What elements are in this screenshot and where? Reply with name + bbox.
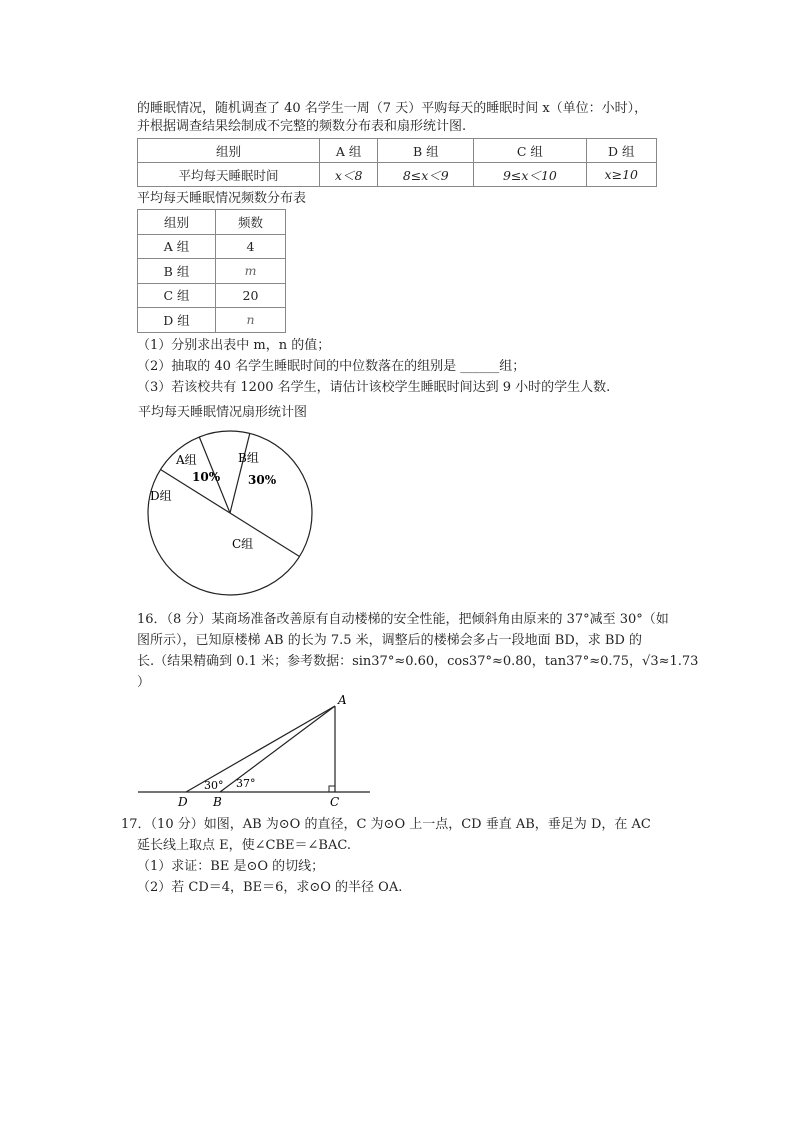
freq-table-title: 平均每天睡眠情况频数分布表 xyxy=(137,191,307,206)
right-angle-mark xyxy=(329,786,335,792)
table-row xyxy=(138,210,286,235)
stair-figure xyxy=(130,692,390,810)
pie-slice-label: B组 xyxy=(238,451,259,465)
table-row xyxy=(138,308,286,333)
table-header-cell: A 组 xyxy=(320,139,378,163)
label-angle-30: 30° xyxy=(204,779,224,792)
table-header-cell: 组别 xyxy=(138,210,216,235)
table-cell: 9≤x＜10 xyxy=(474,163,586,187)
table-cell: x＜8 xyxy=(320,163,378,187)
table-header-cell: 组别 xyxy=(138,139,320,163)
pie-chart xyxy=(140,428,320,598)
table-header-cell: C 组 xyxy=(474,139,586,163)
problem17-line-2: 延长线上取点 E，使∠CBE＝∠BAC. xyxy=(137,838,351,853)
table-row xyxy=(138,259,286,284)
frequency-table xyxy=(137,209,286,333)
problem16-line-3: 长.（结果精确到 0.1 米；参考数据：sin37°≈0.60，cos37°≈0.80，tan37°≈0.75，√3≈1.73 xyxy=(137,654,699,669)
table-header-cell: D 组 xyxy=(586,139,656,163)
problem16-line-4: ） xyxy=(137,675,151,690)
problem17-question-2: （2）若 CD＝4，BE＝6，求⊙O 的半径 OA. xyxy=(137,880,403,895)
label-a: A xyxy=(338,693,347,707)
pie-chart-title: 平均每天睡眠情况扇形统计图 xyxy=(138,405,308,420)
pie-slice-value-label: 30% xyxy=(248,473,277,487)
table-cell: C 组 xyxy=(138,283,216,308)
table-row xyxy=(138,234,286,259)
table-cell: B 组 xyxy=(138,259,216,284)
table-row xyxy=(138,163,657,187)
problem17-line-1: 17．（10 分）如图，AB 为⊙O 的直径，C 为⊙O 上一点，CD 垂直 AB，垂足为 D，在 AC xyxy=(121,817,651,832)
intro-line-1: 的睡眠情况，随机调查了 40 名学生一周（7 天）平购每天的睡眠时间 x（单位：小时）， xyxy=(137,101,648,116)
intro-line-2: 并根据调查结果绘制成不完整的频数分布表和扇形统计图. xyxy=(137,119,467,134)
label-c: C xyxy=(330,795,340,809)
table-cell: 平均每天睡眠时间 xyxy=(138,163,320,187)
pie-slice-label: A组 xyxy=(176,453,197,467)
problem16-line-1: 16．（8 分）某商场准备改善原有自动楼梯的安全性能，把倾斜角由原来的 37°减至 30°（如 xyxy=(137,612,669,627)
table-row xyxy=(138,283,286,308)
table-cell: 20 xyxy=(216,283,286,308)
table-cell: n xyxy=(216,308,286,333)
pie-slice-label: D组 xyxy=(150,489,172,503)
table-header-cell: 频数 xyxy=(216,210,286,235)
table-cell: A 组 xyxy=(138,234,216,259)
label-angle-37: 37° xyxy=(236,777,256,790)
table-cell: x≥10 xyxy=(586,163,656,187)
question-2: （2）抽取的 40 名学生睡眠时间的中位数落在的组别是 ______组； xyxy=(137,359,526,374)
table-cell: D 组 xyxy=(138,308,216,333)
table-cell: m xyxy=(216,259,286,284)
pie-slice-label: C组 xyxy=(232,537,254,551)
question-3: （3）若该校共有 1200 名学生，请估计该校学生睡眠时间达到 9 小时的学生人数. xyxy=(137,380,611,395)
table-cell: 8≤x＜9 xyxy=(378,163,474,187)
problem17-question-1: （1）求证：BE 是⊙O 的切线； xyxy=(137,859,325,874)
table-cell: 4 xyxy=(216,234,286,259)
problem16-line-2: 图所示），已知原楼梯 AB 的长为 7.5 米，调整后的楼梯会多占一段地面 BD，求 BD 的 xyxy=(137,633,642,648)
label-d: D xyxy=(178,795,188,809)
pie-slice-value-label: 10% xyxy=(192,470,221,484)
label-b: B xyxy=(213,795,222,809)
group-definition-table xyxy=(137,138,657,187)
table-row xyxy=(138,139,657,163)
table-header-cell: B 组 xyxy=(378,139,474,163)
question-1: （1）分别求出表中 m，n 的值； xyxy=(137,338,331,353)
